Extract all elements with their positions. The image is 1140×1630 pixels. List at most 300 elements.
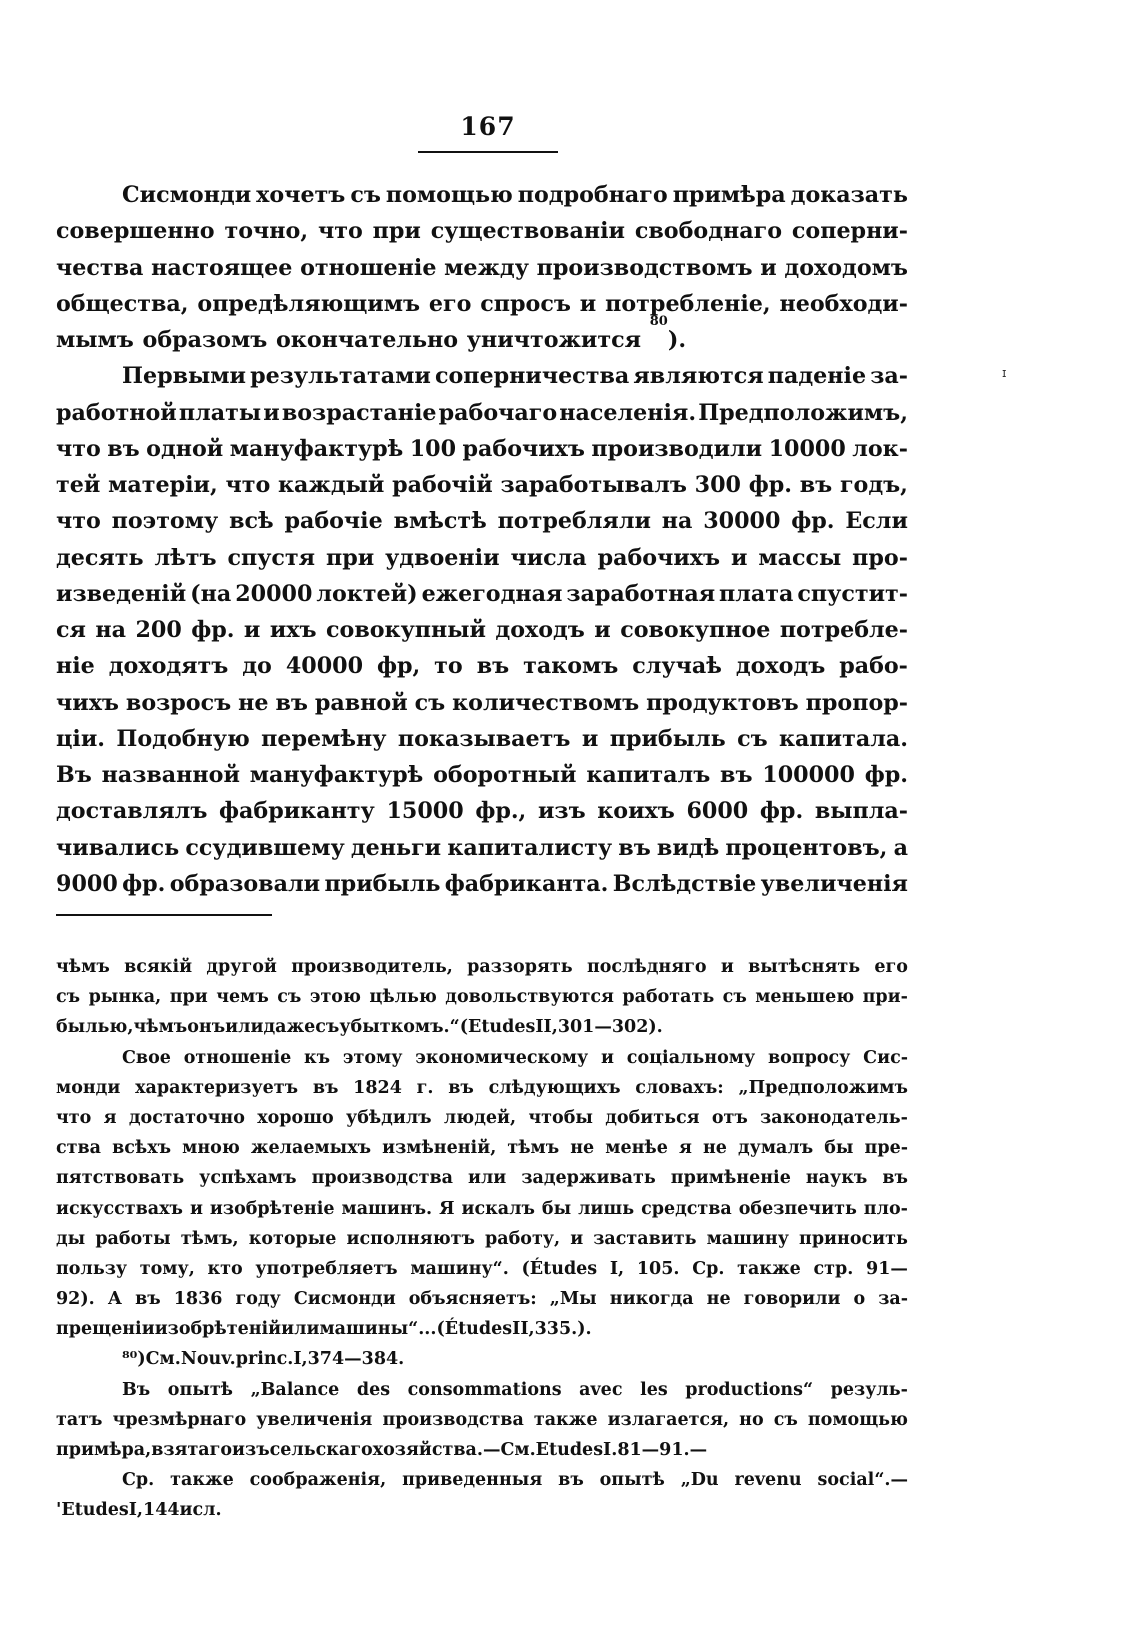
word: онъ (187, 1017, 226, 1038)
word: 10000 (768, 435, 846, 462)
word: убѣдилъ (346, 1107, 432, 1128)
word: перемѣну (261, 725, 387, 752)
word: при- (862, 987, 908, 1008)
word: ціи. (56, 725, 106, 752)
word: прибыль (609, 725, 726, 752)
word: массы (758, 544, 842, 571)
word: отношеніе (183, 1047, 292, 1068)
word: Ср. (692, 1258, 725, 1279)
word: монди (56, 1077, 121, 1098)
page-number: 167 (460, 112, 516, 141)
word: въ (275, 689, 308, 716)
word: удвоеніи (385, 544, 500, 571)
word: примѣра (672, 182, 786, 208)
word: что (317, 218, 363, 245)
word: „Balance (250, 1379, 340, 1400)
word: раззорять (467, 957, 573, 977)
word: заработывалъ (500, 472, 687, 498)
word: изведеній (56, 580, 187, 607)
word: количествомъ (452, 689, 640, 716)
word: доходомъ (784, 254, 908, 281)
footnote-line (56, 1465, 908, 1495)
word: пло- (863, 1198, 908, 1219)
word: словахъ: (635, 1077, 724, 1098)
word: также (533, 1409, 598, 1430)
word: ніе (56, 653, 95, 680)
word: потребле- (779, 617, 908, 643)
word: цѣлью (369, 987, 437, 1008)
word: фр. (759, 798, 804, 825)
footnote-line (56, 1043, 908, 1073)
word: соціальному (626, 1047, 756, 1068)
word: фр., (475, 798, 527, 825)
word: Ср. (122, 1470, 155, 1491)
word: также (737, 1258, 801, 1279)
word: взятаго (151, 1440, 233, 1460)
word: совокупное (620, 617, 771, 643)
word: между (444, 254, 529, 281)
word: (на (190, 580, 232, 607)
word: лишь (578, 1198, 635, 1219)
word: фр. (791, 508, 835, 535)
word: былью, (56, 1017, 134, 1038)
word: годъ, (839, 472, 908, 498)
word: чтобы (528, 1107, 593, 1128)
word: ды (56, 1228, 86, 1249)
word: См. (145, 1349, 181, 1370)
word: ежегодная (421, 580, 563, 607)
word: хочетъ (256, 182, 346, 208)
word: и (579, 290, 597, 317)
word: законодатель- (760, 1107, 908, 1128)
word: отношеніе (300, 254, 437, 281)
word: фр. (748, 472, 792, 498)
word: названной (101, 762, 240, 788)
word: случаѣ (632, 653, 722, 680)
word: опытѣ (167, 1379, 233, 1400)
footnote-line (56, 1254, 908, 1284)
word: успѣхамъ (199, 1168, 297, 1189)
word: матеріи, (108, 472, 218, 498)
word: что (56, 1107, 92, 1128)
footnote-line (56, 1012, 908, 1042)
footnotes (56, 952, 908, 1526)
word: Сисмонди (122, 182, 252, 208)
word: не (702, 1138, 727, 1159)
word: убыткомъ.“ (339, 1017, 460, 1038)
word: на (661, 508, 693, 535)
word: показываетъ (397, 725, 571, 752)
word: капиталисту (447, 834, 613, 861)
word: Сисмонди (293, 1289, 396, 1310)
word: ся (56, 617, 86, 643)
word: и (760, 254, 777, 281)
word: доходъ (735, 653, 826, 680)
main-line-text: мымъ образомъ окончательно уничтожится (56, 327, 641, 353)
word: и (581, 725, 599, 752)
word: мануфактурѣ (229, 435, 404, 462)
word: вопросу (767, 1047, 851, 1068)
word: въ (135, 1289, 161, 1310)
word: оборотный (433, 762, 577, 788)
main-line (56, 576, 908, 612)
word: 1824 (353, 1077, 402, 1098)
word: настоящее (151, 254, 293, 281)
word: хозяйства.—См. (372, 1440, 536, 1460)
main-line (56, 612, 908, 648)
word: Въ (56, 762, 92, 788)
main-line (56, 721, 908, 757)
word: помощью (385, 182, 513, 208)
word: revenu (734, 1470, 802, 1491)
word: искалъ (461, 1198, 535, 1219)
word: или (225, 1017, 264, 1038)
word: доходятъ (108, 653, 229, 680)
word: существованіи (430, 218, 625, 245)
word: 92). (56, 1289, 95, 1310)
footnote-line (56, 1344, 908, 1374)
word: соперни- (791, 218, 908, 245)
main-line (56, 467, 908, 503)
word: или (281, 1319, 320, 1340)
word: тому, (139, 1258, 195, 1279)
word: фабриканта. (444, 870, 609, 897)
word: тей (56, 472, 101, 498)
word: или (467, 1168, 507, 1189)
word: въ (558, 1470, 584, 1491)
word: за- (870, 363, 908, 390)
word: Подобную (116, 725, 250, 752)
word: машину“. (410, 1258, 509, 1279)
word: капиталъ (586, 762, 711, 788)
word: 40000 (285, 653, 364, 680)
word: съ (56, 987, 81, 1008)
word: производили (591, 435, 763, 462)
word: резуль- (830, 1379, 908, 1400)
footnote-line (56, 1314, 908, 1344)
word: сл. (192, 1500, 222, 1521)
word: „Du (680, 1470, 719, 1491)
footnote-line (56, 952, 908, 982)
word: 81—91.— (617, 1440, 708, 1460)
word: рабочаго (438, 399, 558, 426)
word: увеличенія (760, 870, 908, 897)
word: Въ (122, 1379, 151, 1400)
word: 105. (636, 1258, 680, 1279)
word: „Предположимъ (738, 1077, 908, 1098)
word: работы (95, 1228, 171, 1249)
word: ссудившему (185, 834, 345, 861)
word: задерживать (521, 1168, 656, 1189)
word: princ. (235, 1349, 294, 1370)
word: и (594, 617, 611, 643)
word: я (678, 1138, 692, 1159)
footnote-line (56, 1073, 908, 1103)
word: добиться (605, 1107, 700, 1128)
word: приведенныя (402, 1470, 543, 1491)
footnote-reference: 80 (649, 314, 668, 329)
word: пользу (56, 1258, 128, 1279)
word: то (434, 653, 463, 680)
word: 91— (866, 1258, 908, 1279)
word: объясняетъ: (408, 1289, 537, 1310)
word: увеличенія (256, 1409, 373, 1430)
word: измѣненій, (382, 1138, 497, 1159)
word: соображенія, (249, 1470, 387, 1491)
main-line (56, 431, 908, 467)
word: исполняютъ (346, 1228, 475, 1249)
word: ихъ (269, 617, 317, 643)
word: II, (512, 1319, 535, 1340)
word: фабриканту (219, 798, 375, 825)
footnote-line (56, 982, 908, 1012)
word: (Études (521, 1258, 598, 1279)
word: средства (641, 1198, 732, 1219)
word: коихъ (597, 798, 675, 825)
main-line (56, 503, 908, 539)
word: г. (416, 1077, 434, 1098)
word: и (730, 544, 748, 571)
word: 335.). (534, 1319, 592, 1340)
word: работу, (485, 1228, 561, 1249)
word: до (242, 653, 272, 680)
word: съ (737, 725, 768, 752)
word: соперничества (434, 363, 630, 390)
word: consommations (407, 1379, 562, 1400)
word: фр. (864, 762, 908, 788)
word: productions“ (685, 1379, 814, 1400)
page-number-rule (418, 151, 558, 153)
word: 30000 (703, 508, 781, 535)
main-line (56, 395, 908, 431)
word: и (570, 1228, 584, 1249)
main-line (56, 213, 908, 249)
word: 200 (135, 617, 182, 643)
word: бы (824, 1138, 854, 1159)
word: Предположимъ, (698, 399, 908, 426)
main-line (56, 648, 908, 684)
word: производства (311, 1168, 453, 1189)
word: десять (56, 544, 144, 571)
word: Nouv. (180, 1349, 236, 1370)
word: возрастаніе (281, 399, 437, 426)
word: des (356, 1379, 391, 1400)
word: чрезмѣрнаго (112, 1409, 247, 1430)
word: при (325, 544, 375, 571)
word: приносить (799, 1228, 908, 1249)
word: людей, (443, 1107, 517, 1128)
word: 15000 (386, 798, 464, 825)
word: потребленіе, (605, 290, 771, 317)
word: платы (178, 399, 262, 426)
word: желаемыхъ (250, 1138, 372, 1159)
word: изобрѣтеніе (209, 1198, 335, 1219)
word: рабочихъ (597, 544, 721, 571)
word: этому (342, 1047, 403, 1068)
word: 100000 (762, 762, 855, 788)
word: 301—302). (557, 1017, 663, 1038)
word: наукъ (805, 1168, 868, 1189)
word: примѣра, (56, 1440, 152, 1460)
main-line (56, 314, 908, 358)
main-line (56, 830, 908, 866)
word: А (107, 1289, 123, 1310)
footnote-reference-close: ). (667, 327, 687, 353)
word: являются (633, 363, 764, 390)
word: II, (535, 1017, 558, 1038)
word: не (706, 1289, 731, 1310)
word: и (720, 957, 734, 977)
word: послѣдняго (586, 957, 707, 977)
word: лок- (852, 435, 908, 462)
word: видѣ (656, 834, 720, 861)
word: изъ (537, 798, 586, 825)
footnote-line (56, 1435, 908, 1465)
word: при (372, 218, 421, 245)
footnote-line (56, 1495, 908, 1525)
word: спросъ (480, 290, 571, 317)
word: локтей) (316, 580, 418, 607)
word: ⁸⁰) (122, 1349, 146, 1370)
main-line (56, 358, 908, 394)
word: которые (248, 1228, 337, 1249)
word: съ (350, 182, 381, 208)
word: рабочихъ (462, 435, 585, 462)
word: хорошо (257, 1107, 334, 1128)
word: употребляетъ (255, 1258, 398, 1279)
word: изъ (232, 1440, 270, 1460)
word: что (56, 435, 101, 462)
word: обезпечить (738, 1198, 857, 1219)
word: въ (312, 1077, 339, 1098)
word: помощью (807, 1409, 908, 1430)
footnote-line (56, 1405, 908, 1435)
word: татъ (56, 1409, 103, 1430)
word: подробнаго (517, 182, 668, 208)
word: въ (799, 472, 833, 498)
word: пятствовать (56, 1168, 185, 1189)
word: работной (56, 399, 177, 426)
word: I, (128, 1500, 144, 1521)
word: прибыль (324, 870, 441, 897)
word: образовали (169, 870, 321, 897)
word: Если (845, 508, 908, 535)
word: выпла- (814, 798, 908, 825)
word: мануфактурѣ (249, 762, 424, 788)
word: капитала. (779, 725, 908, 752)
word: паденіе (767, 363, 867, 390)
word: машины“... (319, 1319, 437, 1340)
word: вытѣснять (748, 957, 861, 977)
word: меньшею (755, 987, 855, 1008)
word: менѣе (605, 1138, 668, 1159)
word: за- (878, 1289, 908, 1310)
word: кто (207, 1258, 243, 1279)
word: 6000 (686, 798, 749, 825)
word: съ (414, 689, 446, 716)
word: пропор- (805, 689, 908, 716)
word: чѣмъ (133, 1017, 188, 1038)
word: машинъ. (341, 1198, 433, 1219)
word: не (238, 689, 269, 716)
word: что (225, 472, 271, 498)
word: точно, (224, 218, 309, 245)
word: этою (309, 987, 361, 1008)
main-text (56, 177, 908, 902)
word: (Etudes (459, 1017, 536, 1038)
word: social“.— (817, 1470, 908, 1491)
word: въ (448, 1077, 474, 1098)
word: всѣ (229, 508, 274, 535)
footnote-line (56, 1375, 908, 1405)
main-line (56, 540, 908, 576)
word: деньги (350, 834, 442, 861)
word: и (263, 399, 280, 426)
footnote-line (56, 1224, 908, 1254)
word: прещеніи (56, 1319, 155, 1340)
word: плата (719, 580, 794, 607)
word: пре- (864, 1138, 908, 1159)
word: отъ (711, 1107, 748, 1128)
word: рабо- (839, 653, 908, 680)
word: avec (579, 1379, 623, 1400)
word: I. (603, 1440, 618, 1460)
word: въ (720, 762, 753, 788)
footnote-line (56, 1163, 908, 1193)
word: чивались (56, 834, 180, 861)
word: заработная (566, 580, 716, 607)
footnote-line (56, 1284, 908, 1314)
word: спустя (227, 544, 316, 571)
word: „Мы (549, 1289, 597, 1310)
word: чемъ (216, 987, 269, 1008)
word: примѣненіе (670, 1168, 791, 1189)
word: и (601, 1047, 614, 1068)
word: къ (304, 1047, 331, 1068)
word: тѣмъ, (180, 1228, 239, 1249)
word: чества (56, 254, 144, 281)
word: слѣдующихъ (488, 1077, 621, 1098)
word: процентовъ, (725, 834, 888, 861)
word: свободнаго (634, 218, 782, 245)
word: всѣхъ (112, 1138, 172, 1159)
word: при (169, 987, 208, 1008)
word: такомъ (523, 653, 619, 680)
word: рынка, (88, 987, 162, 1008)
word: производствомъ (536, 254, 753, 281)
word: довольствуются (445, 987, 614, 1008)
main-line (56, 685, 908, 721)
word: фр. (191, 617, 235, 643)
word: чихъ (56, 689, 119, 716)
word: поэтому (111, 508, 219, 535)
word: съ (722, 987, 747, 1008)
word: совершенно (56, 218, 215, 245)
word: опредѣляющимъ (197, 290, 420, 317)
word: каждый (278, 472, 385, 498)
word: 9000 (56, 870, 118, 897)
word: всякій (124, 957, 193, 977)
word: чѣмъ (56, 957, 110, 977)
word: мною (182, 1138, 240, 1159)
word: фр. (122, 870, 166, 897)
main-line (56, 286, 908, 322)
word: Сис- (863, 1047, 908, 1068)
word: другой (206, 957, 277, 977)
word: доказать (790, 182, 908, 208)
word: изобрѣтеній (154, 1319, 282, 1340)
word: я (103, 1107, 117, 1128)
